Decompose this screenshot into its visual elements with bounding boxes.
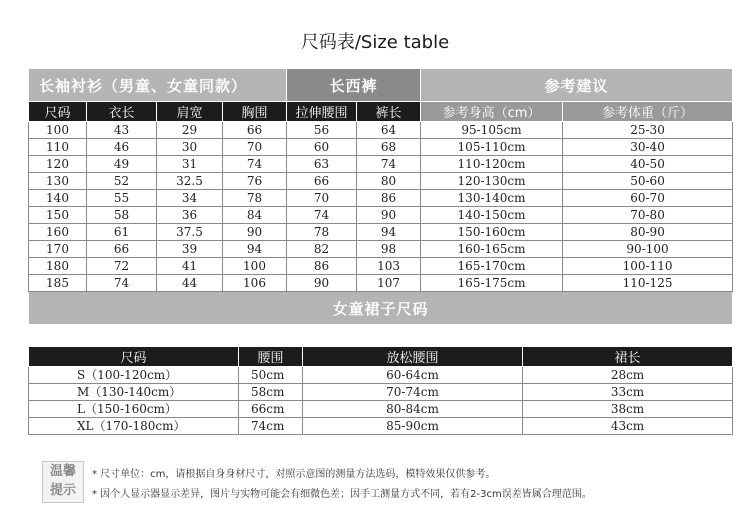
table-cell: 56	[287, 122, 357, 139]
table-cell: 78	[287, 224, 357, 241]
column-header: 尺码	[29, 102, 87, 122]
table-row	[29, 190, 733, 207]
table-cell: 76	[223, 173, 287, 190]
table-cell: 110-125	[563, 275, 733, 292]
table-cell: 86	[287, 258, 357, 275]
table-cell: 66	[287, 173, 357, 190]
table-row	[29, 418, 733, 435]
table-cell: 43	[87, 122, 157, 139]
column-header: 拉伸腰围	[287, 102, 357, 122]
table-cell: 49	[87, 156, 157, 173]
table-cell: S（100-120cm）	[29, 367, 239, 384]
skirt-section-header-row	[29, 292, 733, 325]
table-cell: 66	[223, 122, 287, 139]
table-cell: 60-70	[563, 190, 733, 207]
table-cell: 165-175cm	[421, 275, 563, 292]
table-cell: 31	[157, 156, 223, 173]
table-row	[29, 122, 733, 139]
column-header: 衣长	[87, 102, 157, 122]
group-header-reference: 参考建议	[421, 69, 733, 102]
table-cell: L（150-160cm）	[29, 401, 239, 418]
skirt-column-header: 腰围	[239, 347, 303, 367]
tips-box	[42, 461, 732, 505]
table-cell: M（130-140cm）	[29, 384, 239, 401]
table-cell: 30	[157, 139, 223, 156]
table-cell: 130	[29, 173, 87, 190]
table-row	[29, 173, 733, 190]
table-cell: 66cm	[239, 401, 303, 418]
table-cell: 150-160cm	[421, 224, 563, 241]
table-row	[29, 156, 733, 173]
table-cell: 120-130cm	[421, 173, 563, 190]
table-cell: 50cm	[239, 367, 303, 384]
table-cell: 43cm	[523, 418, 733, 435]
table-cell: 25-30	[563, 122, 733, 139]
table-cell: 55	[87, 190, 157, 207]
table-cell: 82	[287, 241, 357, 258]
column-header: 肩宽	[157, 102, 223, 122]
column-header: 参考身高（cm）	[421, 102, 563, 122]
table-cell: 100	[223, 258, 287, 275]
table-cell: 180	[29, 258, 87, 275]
skirt-table	[28, 346, 733, 435]
table-cell: 170	[29, 241, 87, 258]
table-cell: 58cm	[239, 384, 303, 401]
table-cell: 150	[29, 207, 87, 224]
table-cell: 90	[357, 207, 421, 224]
column-header-row	[29, 102, 733, 122]
table-cell: 70-74cm	[303, 384, 523, 401]
table-cell: 68	[357, 139, 421, 156]
table-cell: 33cm	[523, 384, 733, 401]
size-table	[28, 68, 733, 325]
table-row	[29, 275, 733, 292]
table-cell: 70	[223, 139, 287, 156]
table-cell: 64	[357, 122, 421, 139]
table-cell: 63	[287, 156, 357, 173]
table-cell: 130-140cm	[421, 190, 563, 207]
table-cell: 95-105cm	[421, 122, 563, 139]
table-cell: 90	[287, 275, 357, 292]
table-cell: 110-120cm	[421, 156, 563, 173]
table-cell: 70-80	[563, 207, 733, 224]
group-header-pants: 长西裤	[287, 69, 421, 102]
table-cell: 160-165cm	[421, 241, 563, 258]
table-row	[29, 258, 733, 275]
tip-note: * 因个人显示器显示差异，图片与实物可能会有细微色差；因手工测量方式不同，若有2-3cm误差皆属合理范围。	[92, 489, 592, 500]
table-row	[29, 401, 733, 418]
table-row	[29, 224, 733, 241]
table-row	[29, 384, 733, 401]
table-cell: 140-150cm	[421, 207, 563, 224]
table-cell: 41	[157, 258, 223, 275]
table-cell: 37.5	[157, 224, 223, 241]
table-row	[29, 367, 733, 384]
table-cell: 84	[223, 207, 287, 224]
group-header-shirt: 长袖衬衫（男童、女童同款）	[29, 69, 287, 102]
table-cell: 165-170cm	[421, 258, 563, 275]
column-header: 胸围	[223, 102, 287, 122]
table-cell: 85-90cm	[303, 418, 523, 435]
table-cell: 74cm	[239, 418, 303, 435]
table-cell: 80	[357, 173, 421, 190]
table-cell: 74	[287, 207, 357, 224]
skirt-column-header: 裙长	[523, 347, 733, 367]
table-row	[29, 139, 733, 156]
table-cell: 74	[87, 275, 157, 292]
table-cell: 52	[87, 173, 157, 190]
skirt-column-header: 放松腰围	[303, 347, 523, 367]
table-cell: 50-60	[563, 173, 733, 190]
table-cell: 70	[287, 190, 357, 207]
table-cell: 66	[87, 241, 157, 258]
table-cell: 98	[357, 241, 421, 258]
skirt-section-title: 女童裙子尺码	[29, 292, 733, 325]
tips-badge-line: 温馨	[49, 464, 76, 479]
table-cell: 39	[157, 241, 223, 258]
table-cell: 90	[223, 224, 287, 241]
table-cell: 30-40	[563, 139, 733, 156]
table-cell: 78	[223, 190, 287, 207]
table-cell: 80-84cm	[303, 401, 523, 418]
table-cell: XL（170-180cm）	[29, 418, 239, 435]
table-cell: 160	[29, 224, 87, 241]
table-cell: 60	[287, 139, 357, 156]
table-cell: 38cm	[523, 401, 733, 418]
table-cell: 29	[157, 122, 223, 139]
table-cell: 107	[357, 275, 421, 292]
table-cell: 61	[87, 224, 157, 241]
table-cell: 110	[29, 139, 87, 156]
table-cell: 185	[29, 275, 87, 292]
table-cell: 94	[223, 241, 287, 258]
table-cell: 34	[157, 190, 223, 207]
table-cell: 74	[357, 156, 421, 173]
table-cell: 106	[223, 275, 287, 292]
tips-badge-line: 提示	[49, 483, 76, 498]
table-cell: 32.5	[157, 173, 223, 190]
table-cell: 58	[87, 207, 157, 224]
table-cell: 94	[357, 224, 421, 241]
table-cell: 72	[87, 258, 157, 275]
table-cell: 120	[29, 156, 87, 173]
table-cell: 86	[357, 190, 421, 207]
table-cell: 100	[29, 122, 87, 139]
tips-badge	[42, 461, 84, 503]
table-cell: 28cm	[523, 367, 733, 384]
table-row	[29, 207, 733, 224]
table-cell: 103	[357, 258, 421, 275]
table-cell: 140	[29, 190, 87, 207]
table-cell: 74	[223, 156, 287, 173]
table-cell: 80-90	[563, 224, 733, 241]
table-cell: 36	[157, 207, 223, 224]
table-cell: 90-100	[563, 241, 733, 258]
table-cell: 60-64cm	[303, 367, 523, 384]
table-cell: 40-50	[563, 156, 733, 173]
table-cell: 105-110cm	[421, 139, 563, 156]
group-header-row	[29, 69, 733, 102]
skirt-column-header-row	[29, 347, 733, 367]
column-header: 参考体重（斤）	[563, 102, 733, 122]
table-cell: 100-110	[563, 258, 733, 275]
skirt-column-header: 尺码	[29, 347, 239, 367]
table-cell: 46	[87, 139, 157, 156]
tip-note: * 尺寸单位：cm，请根据自身身材尺寸，对照示意图的测量方法选码，模特效果仅供参考。	[92, 469, 496, 480]
table-cell: 44	[157, 275, 223, 292]
page-title: 尺码表/Size table	[300, 32, 450, 53]
table-row	[29, 241, 733, 258]
column-header: 裤长	[357, 102, 421, 122]
